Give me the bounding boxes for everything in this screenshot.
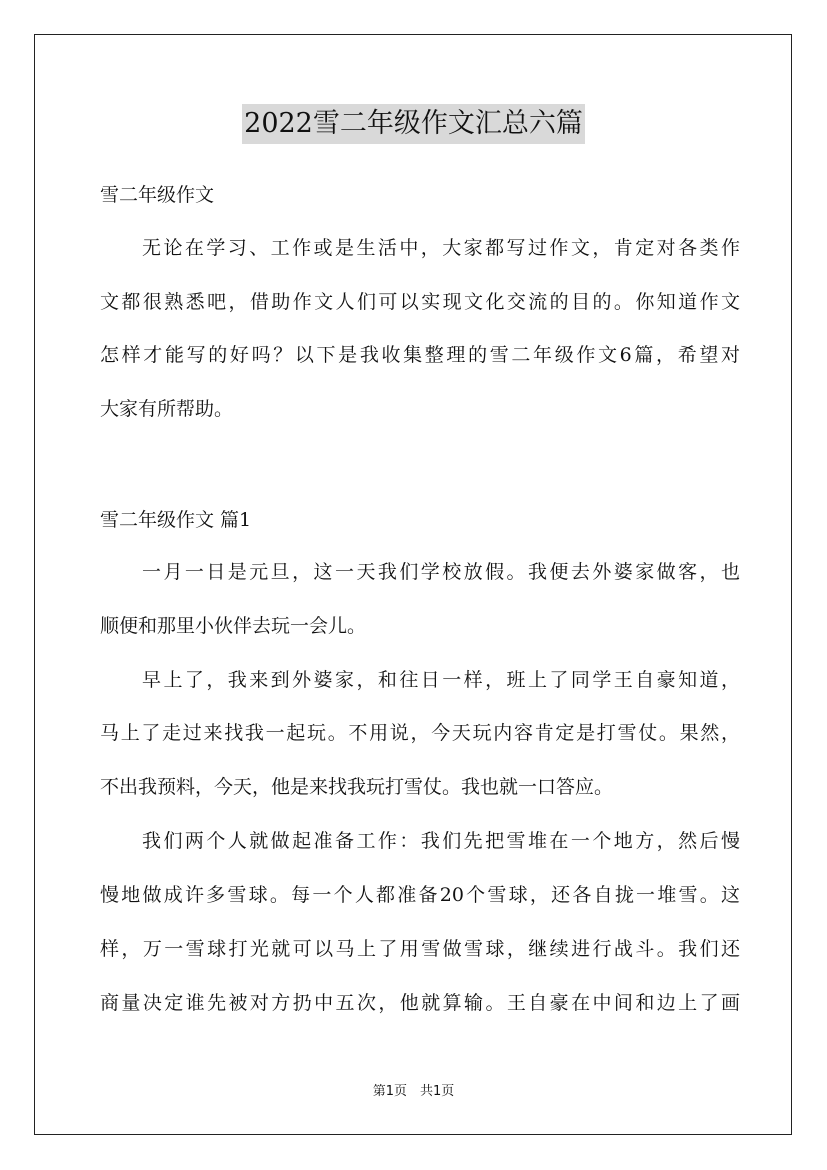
article-line-9: 商量决定谁先被对方扔中五次，他就算输。王自豪在中间和边上了画 (100, 992, 740, 1014)
article-line-7: 慢地做成许多雪球。每一个人都准备20个雪球，还各自拢一堆雪。这 (100, 884, 740, 906)
intro-line-3: 怎样才能写的好吗？以下是我收集整理的雪二年级作文6篇，希望对 (100, 344, 740, 366)
intro-line-1: 无论在学习、工作或是生活中，大家都写过作文，肯定对各类作 (142, 237, 740, 259)
article-line-1: 一月一日是元旦，这一天我们学校放假。我便去外婆家做客，也 (142, 561, 740, 583)
intro-line-2: 文都很熟悉吧，借助作文人们可以实现文化交流的目的。你知道作文 (100, 291, 740, 313)
article-line-5: 不出我预料，今天，他是来找我玩打雪仗。我也就一口答应。 (100, 776, 614, 798)
document-title: 2022雪二年级作文汇总六篇 (242, 104, 585, 144)
section-heading: 雪二年级作文 (100, 184, 215, 206)
document-title-wrapper (0, 102, 827, 144)
article-line-4: 马上了走过来找我一起玩。不用说，今天玩内容肯定是打雪仗。果然， (100, 722, 740, 744)
article-line-8: 样，万一雪球打光就可以马上了用雪做雪球，继续进行战斗。我们还 (100, 938, 740, 960)
page-footer: 第1页 共1页 (372, 1084, 455, 1099)
intro-line-4: 大家有所帮助。 (100, 398, 234, 420)
article-line-3: 早上了，我来到外婆家，和往日一样，班上了同学王自豪知道， (142, 669, 740, 691)
article-heading: 雪二年级作文 篇1 (100, 509, 252, 531)
article-line-6: 我们两个人就做起准备工作：我们先把雪堆在一个地方，然后慢 (142, 830, 740, 852)
article-line-2: 顺便和那里小伙伴去玩一会儿。 (100, 615, 367, 637)
